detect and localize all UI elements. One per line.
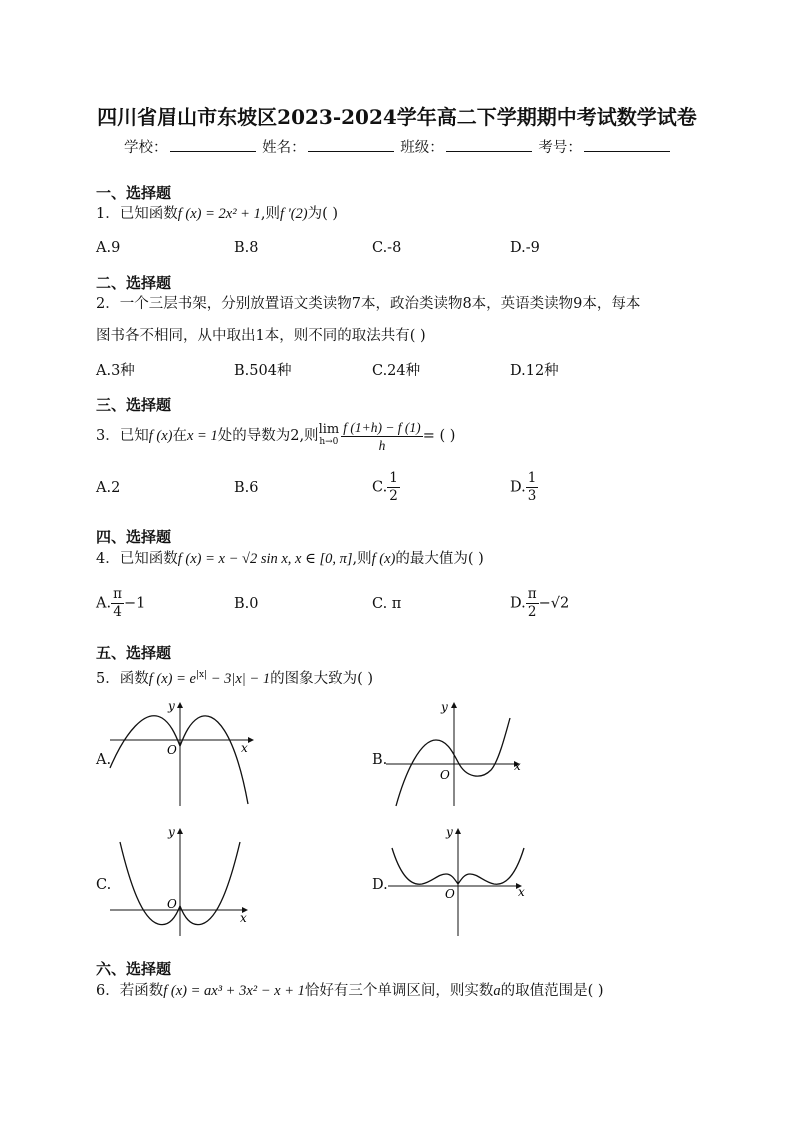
name-blank xyxy=(308,137,394,152)
section-heading-5: 五、选择题 xyxy=(96,644,172,662)
question-6: 6．若函数f (x) = ax³ + 3x² − x + 1恰好有三个单调区间，则实数a的取值范围是( ) xyxy=(96,983,604,999)
question-4: 4．已知函数f (x) = x − √2 sin x, x ∈ [0, π],则f (x)的最大值为( ) xyxy=(96,551,484,567)
name-label: 姓名： xyxy=(262,140,306,156)
difference-quotient: $\frac{f (1+h) - f (1)}{h}$ xyxy=(343,419,421,453)
q2-option-c: C.24种 xyxy=(372,363,421,379)
q5-option-d-graph xyxy=(388,824,530,939)
class-label: 班级： xyxy=(400,140,444,156)
svg-text:y: y xyxy=(168,825,175,839)
q5-option-a-graph xyxy=(110,698,260,808)
q2-option-b: B.504种 xyxy=(234,363,292,379)
svg-text:x: x xyxy=(241,741,248,755)
svg-text:x: x xyxy=(240,911,247,925)
q4-option-a: A. $\frac{\pi}{4}$ −1 xyxy=(96,586,146,620)
q1-option-d: D.-9 xyxy=(510,240,540,256)
svg-text:y: y xyxy=(168,699,175,713)
svg-text:O: O xyxy=(167,743,177,757)
class-blank xyxy=(446,137,532,152)
question-3: 3．已知f (x)在x = 1处的导数为2,则lim h→0 $\frac{f (1+h) - f (1)}{h}$ = ( ) xyxy=(96,419,456,453)
q1-option-a: A.9 xyxy=(96,240,121,256)
svg-text:y: y xyxy=(441,700,448,714)
section-heading-1: 一、选择题 xyxy=(96,184,172,202)
q5-option-c-label: C. xyxy=(96,877,112,893)
q4-option-b: B.0 xyxy=(234,596,259,612)
q4-option-c: C. π xyxy=(372,596,402,612)
section-heading-6: 六、选择题 xyxy=(96,960,172,978)
svg-text:O: O xyxy=(167,897,177,911)
svg-text:y: y xyxy=(446,825,453,839)
q4-option-d: D. $\frac{\pi}{2}$ −√2 xyxy=(510,586,570,620)
section-heading-4: 四、选择题 xyxy=(96,528,172,546)
q3-option-c: C. $\frac{1}{2}$ xyxy=(372,470,398,504)
q3-option-a: A.2 xyxy=(96,480,121,496)
question-5: 5．函数f $(x) = e^{|x|} - 3|x| - 1$的图象大致为( ) xyxy=(96,670,374,687)
question-2-line-2: 图书各不相同，从中取出1本，则不同的取法共有( ) xyxy=(96,328,426,344)
svg-text:x: x xyxy=(514,759,521,773)
q5-option-b-graph xyxy=(386,700,526,810)
limit-operator: lim h→0 xyxy=(318,422,340,447)
q1-option-b: B.8 xyxy=(234,240,259,256)
svg-text:x: x xyxy=(518,885,525,899)
q5-option-b-label: B. xyxy=(372,752,388,768)
q5-option-c-graph xyxy=(110,824,260,939)
q2-option-a: A.3种 xyxy=(96,363,135,379)
svg-text:O: O xyxy=(440,768,450,782)
section-heading-3: 三、选择题 xyxy=(96,396,172,414)
section-heading-2: 二、选择题 xyxy=(96,274,172,292)
number-label: 考号： xyxy=(538,140,582,156)
school-label: 学校： xyxy=(124,140,168,156)
q3-option-d: D. $\frac{1}{3}$ xyxy=(510,470,537,504)
q1-option-c: C.-8 xyxy=(372,240,402,256)
question-2-line-1: 2．一个三层书架，分别放置语文类读物7本，政治类读物8本，英语类读物9本，每本 xyxy=(96,296,641,312)
q2-option-d: D.12种 xyxy=(510,363,559,379)
student-info-line xyxy=(124,136,672,157)
q5-option-a-label: A. xyxy=(96,752,112,768)
q5-option-d-label: D. xyxy=(372,877,388,893)
number-blank xyxy=(584,137,670,152)
question-1: 1．已知函数f (x) = 2x² + 1,则f '(2)为( ) xyxy=(96,206,339,222)
q3-option-b: B.6 xyxy=(234,480,259,496)
svg-text:O: O xyxy=(445,887,455,901)
page-title: 四川省眉山市东坡区2023-2024学年高二下学期期中考试数学试卷 xyxy=(97,105,697,129)
school-blank xyxy=(170,137,256,152)
